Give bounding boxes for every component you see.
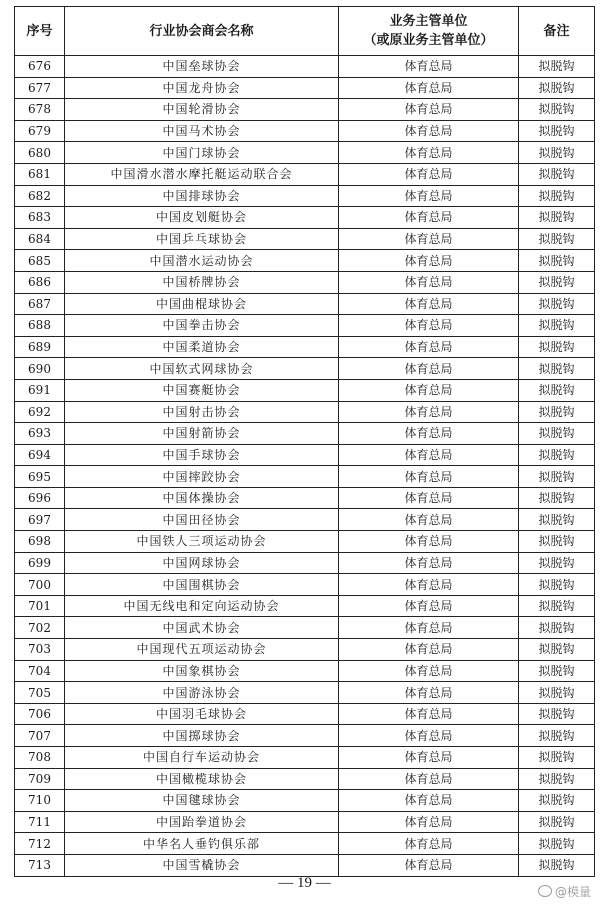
cell-name: 中国象棋协会	[65, 660, 339, 682]
association-table	[14, 6, 595, 877]
cell-dept: 体育总局	[339, 768, 519, 790]
cell-note: 拟脱钩	[519, 703, 595, 725]
cell-seq: 695	[15, 466, 65, 488]
cell-note: 拟脱钩	[519, 725, 595, 747]
cell-name: 中华名人垂钓俱乐部	[65, 833, 339, 855]
cell-note: 拟脱钩	[519, 811, 595, 833]
cell-seq: 681	[15, 163, 65, 185]
cell-dept: 体育总局	[339, 639, 519, 661]
table-row	[15, 401, 595, 423]
cell-seq: 676	[15, 56, 65, 78]
cell-dept: 体育总局	[339, 315, 519, 337]
cell-dept: 体育总局	[339, 401, 519, 423]
table-row	[15, 120, 595, 142]
cell-seq: 688	[15, 315, 65, 337]
cell-dept: 体育总局	[339, 660, 519, 682]
cell-note: 拟脱钩	[519, 77, 595, 99]
cell-name: 中国垒球协会	[65, 56, 339, 78]
cell-seq: 703	[15, 639, 65, 661]
cell-note: 拟脱钩	[519, 552, 595, 574]
table-row	[15, 509, 595, 531]
table-row	[15, 682, 595, 704]
cell-note: 拟脱钩	[519, 99, 595, 121]
header-dept-line2: （或原业务主管单位）	[363, 33, 494, 48]
cell-dept: 体育总局	[339, 142, 519, 164]
cell-seq: 700	[15, 574, 65, 596]
cell-note: 拟脱钩	[519, 315, 595, 337]
cell-note: 拟脱钩	[519, 466, 595, 488]
cell-name: 中国武术协会	[65, 617, 339, 639]
cell-name: 中国乒乓球协会	[65, 228, 339, 250]
cell-dept: 体育总局	[339, 725, 519, 747]
cell-note: 拟脱钩	[519, 639, 595, 661]
cell-dept: 体育总局	[339, 185, 519, 207]
cell-dept: 体育总局	[339, 423, 519, 445]
cell-seq: 698	[15, 531, 65, 553]
cell-dept: 体育总局	[339, 336, 519, 358]
cell-name: 中国跆拳道协会	[65, 811, 339, 833]
cell-dept: 体育总局	[339, 379, 519, 401]
table-row	[15, 552, 595, 574]
cell-name: 中国滑水潜水摩托艇运动联合会	[65, 163, 339, 185]
cell-seq: 678	[15, 99, 65, 121]
table-row	[15, 790, 595, 812]
cell-note: 拟脱钩	[519, 747, 595, 769]
cell-note: 拟脱钩	[519, 293, 595, 315]
cell-note: 拟脱钩	[519, 358, 595, 380]
table-row	[15, 747, 595, 769]
table-row	[15, 466, 595, 488]
cell-name: 中国柔道协会	[65, 336, 339, 358]
cell-name: 中国毽球协会	[65, 790, 339, 812]
table-row	[15, 163, 595, 185]
cell-note: 拟脱钩	[519, 509, 595, 531]
table-row	[15, 833, 595, 855]
cell-dept: 体育总局	[339, 574, 519, 596]
cell-seq: 684	[15, 228, 65, 250]
cell-seq: 708	[15, 747, 65, 769]
cell-name: 中国摔跤协会	[65, 466, 339, 488]
table-row	[15, 725, 595, 747]
cell-name: 中国游泳协会	[65, 682, 339, 704]
header-dept-line1: 业务主管单位	[389, 14, 468, 29]
cell-name: 中国轮滑协会	[65, 99, 339, 121]
cell-note: 拟脱钩	[519, 660, 595, 682]
cell-seq: 710	[15, 790, 65, 812]
header-dept	[339, 7, 519, 56]
table-row	[15, 336, 595, 358]
cell-name: 中国体操协会	[65, 487, 339, 509]
cell-note: 拟脱钩	[519, 142, 595, 164]
cell-name: 中国掷球协会	[65, 725, 339, 747]
cell-dept: 体育总局	[339, 271, 519, 293]
cell-dept: 体育总局	[339, 99, 519, 121]
cell-dept: 体育总局	[339, 466, 519, 488]
cell-note: 拟脱钩	[519, 531, 595, 553]
cell-dept: 体育总局	[339, 833, 519, 855]
table-row	[15, 185, 595, 207]
cell-dept: 体育总局	[339, 747, 519, 769]
table-row	[15, 854, 595, 876]
weibo-icon	[538, 885, 552, 897]
cell-note: 拟脱钩	[519, 790, 595, 812]
cell-name: 中国门球协会	[65, 142, 339, 164]
cell-dept: 体育总局	[339, 531, 519, 553]
cell-name: 中国桥牌协会	[65, 271, 339, 293]
cell-dept: 体育总局	[339, 509, 519, 531]
cell-name: 中国手球协会	[65, 444, 339, 466]
cell-dept: 体育总局	[339, 228, 519, 250]
cell-dept: 体育总局	[339, 207, 519, 229]
cell-note: 拟脱钩	[519, 682, 595, 704]
table-row	[15, 379, 595, 401]
table-body	[15, 56, 595, 877]
cell-dept: 体育总局	[339, 250, 519, 272]
cell-name: 中国拳击协会	[65, 315, 339, 337]
cell-seq: 682	[15, 185, 65, 207]
cell-seq: 704	[15, 660, 65, 682]
cell-name: 中国围棋协会	[65, 574, 339, 596]
cell-dept: 体育总局	[339, 358, 519, 380]
header-name: 行业协会商会名称	[65, 7, 339, 56]
cell-seq: 711	[15, 811, 65, 833]
cell-seq: 679	[15, 120, 65, 142]
table-row	[15, 250, 595, 272]
cell-name: 中国射击协会	[65, 401, 339, 423]
cell-dept: 体育总局	[339, 444, 519, 466]
table-row	[15, 423, 595, 445]
cell-dept: 体育总局	[339, 120, 519, 142]
cell-name: 中国现代五项运动协会	[65, 639, 339, 661]
cell-note: 拟脱钩	[519, 833, 595, 855]
table-row	[15, 660, 595, 682]
table-header-row	[15, 7, 595, 56]
cell-seq: 690	[15, 358, 65, 380]
cell-name: 中国赛艇协会	[65, 379, 339, 401]
cell-dept: 体育总局	[339, 552, 519, 574]
cell-note: 拟脱钩	[519, 379, 595, 401]
table-row	[15, 207, 595, 229]
cell-seq: 705	[15, 682, 65, 704]
page-number: — 19 —	[278, 875, 331, 891]
cell-note: 拟脱钩	[519, 423, 595, 445]
cell-seq: 702	[15, 617, 65, 639]
cell-name: 中国田径协会	[65, 509, 339, 531]
cell-dept: 体育总局	[339, 703, 519, 725]
cell-seq: 706	[15, 703, 65, 725]
cell-dept: 体育总局	[339, 617, 519, 639]
cell-note: 拟脱钩	[519, 487, 595, 509]
cell-name: 中国皮划艇协会	[65, 207, 339, 229]
cell-dept: 体育总局	[339, 487, 519, 509]
table-row	[15, 293, 595, 315]
cell-note: 拟脱钩	[519, 574, 595, 596]
cell-note: 拟脱钩	[519, 207, 595, 229]
cell-seq: 712	[15, 833, 65, 855]
header-seq: 序号	[15, 7, 65, 56]
table-row	[15, 617, 595, 639]
table-row	[15, 811, 595, 833]
cell-note: 拟脱钩	[519, 56, 595, 78]
cell-name: 中国自行车运动协会	[65, 747, 339, 769]
cell-note: 拟脱钩	[519, 250, 595, 272]
cell-dept: 体育总局	[339, 293, 519, 315]
table-row	[15, 56, 595, 78]
cell-name: 中国羽毛球协会	[65, 703, 339, 725]
cell-seq: 701	[15, 595, 65, 617]
cell-seq: 677	[15, 77, 65, 99]
cell-seq: 685	[15, 250, 65, 272]
cell-seq: 709	[15, 768, 65, 790]
table-row	[15, 358, 595, 380]
header-note: 备注	[519, 7, 595, 56]
cell-seq: 696	[15, 487, 65, 509]
cell-seq: 687	[15, 293, 65, 315]
cell-seq: 713	[15, 854, 65, 876]
cell-name: 中国网球协会	[65, 552, 339, 574]
cell-note: 拟脱钩	[519, 163, 595, 185]
cell-seq: 683	[15, 207, 65, 229]
watermark	[538, 883, 591, 900]
table-row	[15, 228, 595, 250]
table-row	[15, 768, 595, 790]
cell-dept: 体育总局	[339, 790, 519, 812]
cell-seq: 697	[15, 509, 65, 531]
cell-dept: 体育总局	[339, 77, 519, 99]
cell-note: 拟脱钩	[519, 120, 595, 142]
table-row	[15, 77, 595, 99]
cell-seq: 689	[15, 336, 65, 358]
cell-seq: 680	[15, 142, 65, 164]
table-row	[15, 444, 595, 466]
cell-dept: 体育总局	[339, 811, 519, 833]
cell-note: 拟脱钩	[519, 854, 595, 876]
cell-dept: 体育总局	[339, 163, 519, 185]
table-row	[15, 703, 595, 725]
cell-name: 中国射箭协会	[65, 423, 339, 445]
cell-note: 拟脱钩	[519, 185, 595, 207]
table-row	[15, 99, 595, 121]
cell-name: 中国铁人三项运动协会	[65, 531, 339, 553]
table-row	[15, 574, 595, 596]
cell-note: 拟脱钩	[519, 444, 595, 466]
cell-dept: 体育总局	[339, 682, 519, 704]
cell-name: 中国软式网球协会	[65, 358, 339, 380]
cell-seq: 686	[15, 271, 65, 293]
cell-seq: 692	[15, 401, 65, 423]
cell-note: 拟脱钩	[519, 228, 595, 250]
table-row	[15, 315, 595, 337]
cell-seq: 693	[15, 423, 65, 445]
table-row	[15, 487, 595, 509]
watermark-text: @模量	[554, 885, 591, 899]
table-row	[15, 531, 595, 553]
table-row	[15, 639, 595, 661]
cell-note: 拟脱钩	[519, 271, 595, 293]
cell-note: 拟脱钩	[519, 617, 595, 639]
cell-dept: 体育总局	[339, 595, 519, 617]
cell-name: 中国马术协会	[65, 120, 339, 142]
table-row	[15, 271, 595, 293]
cell-name: 中国橄榄球协会	[65, 768, 339, 790]
cell-name: 中国潜水运动协会	[65, 250, 339, 272]
table-row	[15, 142, 595, 164]
cell-seq: 694	[15, 444, 65, 466]
cell-dept: 体育总局	[339, 56, 519, 78]
cell-seq: 707	[15, 725, 65, 747]
cell-note: 拟脱钩	[519, 595, 595, 617]
cell-note: 拟脱钩	[519, 336, 595, 358]
table-row	[15, 595, 595, 617]
cell-note: 拟脱钩	[519, 768, 595, 790]
cell-note: 拟脱钩	[519, 401, 595, 423]
cell-name: 中国排球协会	[65, 185, 339, 207]
cell-name: 中国无线电和定向运动协会	[65, 595, 339, 617]
cell-seq: 691	[15, 379, 65, 401]
cell-dept: 体育总局	[339, 854, 519, 876]
cell-seq: 699	[15, 552, 65, 574]
cell-name: 中国龙舟协会	[65, 77, 339, 99]
cell-name: 中国曲棍球协会	[65, 293, 339, 315]
cell-name: 中国雪橇协会	[65, 854, 339, 876]
